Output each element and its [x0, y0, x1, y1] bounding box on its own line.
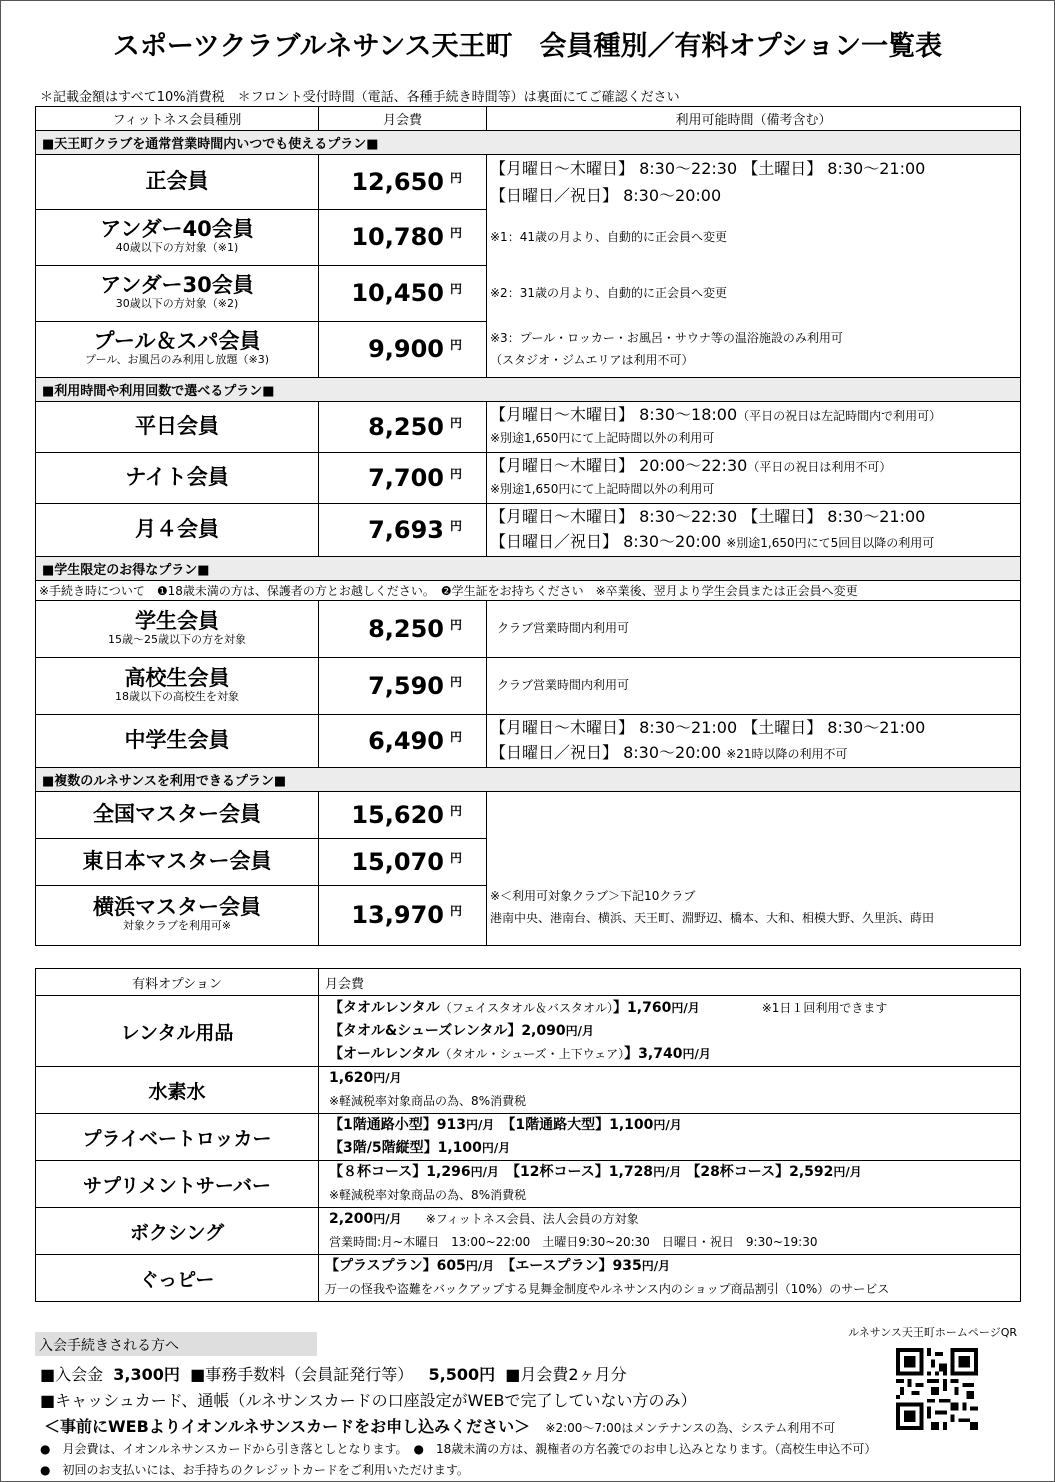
plan-name: 全国マスター会員 — [36, 791, 319, 838]
bring-items-line: ■キャッシュカード、通帳（ルネサンスカードの口座設定がWEBで完了していない方のみ） — [40, 1391, 697, 1410]
plan-price: 7,700 $^円$ — [319, 452, 487, 503]
plan-name: 中学生会員 — [36, 714, 319, 767]
options-header-name: 有料オプション — [36, 969, 319, 996]
option-info: 【プラスプラン】605円/月 【エースプラン】935円/月 万一の怪我や盗難をバックアップする見舞金制度やルネサンス内のショップ商品割引（10%）のサービス — [319, 1255, 1021, 1302]
plan-name: プール＆スパ会員 プール、お風呂のみ利用し放題（※3) — [36, 321, 319, 377]
option-info: 【タオルレンタル（フェイスタオル＆バスタオル）】1,760円/月 ※1日１回利用できます 【タオル&シューズレンタル】2,090円/月 【オールレンタル（タオル・シューズ・上下ウェア）】3,740円/月 — [319, 996, 1021, 1067]
master-clubs-info: ※＜利用可対象クラブ＞下記10クラブ 港南中央、港南台、横浜、天王町、淵野辺、橋本、大和、相模大野、久里浜、蒔田 — [487, 791, 1021, 945]
section-time-based: ■利用時間や利用回数で選べるプラン■ — [36, 377, 1021, 401]
table-row — [36, 1114, 1021, 1161]
table-row — [36, 1208, 1021, 1255]
option-name: レンタル用品 — [36, 996, 319, 1067]
plan-info: クラブ営業時間内利用可 — [487, 657, 1021, 714]
plan-name: 月４会員 — [36, 503, 319, 556]
plan-name: アンダー40会員 40歳以下の方対象（※1) — [36, 209, 319, 265]
plan-price: 7,590 $^円$ — [319, 657, 487, 714]
options-header-row — [36, 969, 1021, 996]
plan-price: 10,780 $^円$ — [319, 209, 487, 265]
table-row — [36, 791, 1021, 838]
table-row — [36, 1067, 1021, 1114]
plan-info: クラブ営業時間内利用可 — [487, 600, 1021, 657]
option-info: 2,200円/月 ※フィットネス会員、法人会員の方対象 営業時間:月~木曜日 13:00~22:00 土曜日9:30~20:30 日曜日・祝日 9:30~19:30 — [319, 1208, 1021, 1255]
plan-info: 【月曜日～木曜日】 8:30～22:30 【土曜日】 8:30～21:00 【日曜日／祝日】 8:30～20:00 ※別途1,650円にて5回目以降の利用可 — [487, 503, 1021, 556]
table-row — [36, 714, 1021, 767]
table-row — [36, 996, 1021, 1067]
table-row — [36, 155, 1021, 210]
table-row — [36, 209, 1021, 265]
header-type: フィットネス会員種別 — [36, 107, 319, 131]
option-name: 水素水 — [36, 1067, 319, 1114]
table-row — [36, 1161, 1021, 1208]
enrollment-bar: 入会手続きされる方へ — [35, 1332, 317, 1356]
table-row — [36, 657, 1021, 714]
plan-info: 【月曜日～木曜日】 8:30～21:00 【土曜日】 8:30～21:00 【日曜日／祝日】 8:30～20:00 ※21時以降の利用不可 — [487, 714, 1021, 767]
plan-info: 【月曜日～木曜日】 8:30～18:00（平日の祝日は左記時間内で利用可） ※別途1,650円にて上記時間以外の利用可 — [487, 401, 1021, 452]
table-row — [36, 401, 1021, 452]
table-row — [36, 265, 1021, 321]
qr-label: ルネサンス天王町ホームページQR — [848, 1326, 1017, 1339]
plan-price: 12,650 $^円$ — [319, 155, 487, 210]
option-name: サプリメントサーバー — [36, 1161, 319, 1208]
plan-info: ※1：41歳の月より、自動的に正会員へ変更 — [487, 209, 1021, 265]
option-name: プライベートロッカー — [36, 1114, 319, 1161]
table-row — [36, 321, 1021, 377]
web-apply-line: ＜事前にWEBよりイオンルネサンスカードをお申し込みください＞ ※2:00～7:00はメンテナンスの為、システム利用不可 — [44, 1417, 836, 1436]
plan-info: ※3：プール・ロッカー・お風呂・サウナ等の温浴施設のみ利用可 （スタジオ・ジムエリアは利用不可） — [487, 321, 1021, 377]
table-row — [36, 600, 1021, 657]
plan-price: 8,250 $^円$ — [319, 600, 487, 657]
option-name: ぐっピー — [36, 1255, 319, 1302]
membership-table — [35, 106, 1021, 946]
tax-note: ＊記載金額はすべて10%消費税 ＊フロント受付時間（電話、各種手続き時間等）は裏面にてご確認ください — [40, 90, 680, 105]
plan-price: 10,450 $^円$ — [319, 265, 487, 321]
plan-price: 8,250 $^円$ — [319, 401, 487, 452]
table-header-row — [36, 107, 1021, 131]
plan-info: 【月曜日～木曜日】 20:00～22:30（平日の祝日は利用不可） ※別途1,650円にて上記時間以外の利用可 — [487, 452, 1021, 503]
student-note: ※手続き時について ❶18歳未満の方は、保護者の方とお越しください。 ❷学生証をお持ちください ※卒業後、翌月より学生会員または正会員へ変更 — [36, 580, 1021, 600]
plan-price: 9,900 $^円$ — [319, 321, 487, 377]
plan-info: 【月曜日～木曜日】 8:30～22:30 【土曜日】 8:30～21:00 【日曜日／祝日】 8:30～20:00 — [487, 155, 1021, 210]
section-student: ■学生限定のお得なプラン■ — [36, 556, 1021, 580]
table-row — [36, 1255, 1021, 1302]
fee-line: ■入会金 3,300円 ■事務手数料（会員証発行等） 5,500円 ■月会費2ヶ月分 — [40, 1365, 627, 1384]
plan-name: 高校生会員 18歳以下の高校生を対象 — [36, 657, 319, 714]
options-header-fee: 月会費 — [319, 969, 1021, 996]
section-multi-club: ■複数のルネサンスを利用できるプラン■ — [36, 767, 1021, 791]
plan-name: 横浜マスター会員 対象クラブを利用可※ — [36, 885, 319, 945]
header-fee: 月会費 — [319, 107, 487, 131]
plan-name: アンダー30会員 30歳以下の方対象（※2) — [36, 265, 319, 321]
header-hours: 利用可能時間（備考含む） — [487, 107, 1021, 131]
plan-name: 東日本マスター会員 — [36, 838, 319, 885]
plan-price: 6,490 $^円$ — [319, 714, 487, 767]
option-name: ボクシング — [36, 1208, 319, 1255]
page-title: スポーツクラブルネサンス天王町 会員種別／有料オプション一覧表 — [112, 31, 943, 62]
plan-info: ※2：31歳の月より、自動的に正会員へ変更 — [487, 265, 1021, 321]
plan-price: 7,693 $^円$ — [319, 503, 487, 556]
table-row — [36, 503, 1021, 556]
plan-price: 15,070 $^円$ — [319, 838, 487, 885]
option-info: 【８杯コース】1,296円/月 【12杯コース】1,728円/月 【28杯コース】2,592円/月 ※軽減税率対象商品の為、8%消費税 — [319, 1161, 1021, 1208]
table-row — [36, 452, 1021, 503]
option-info: 【1階通路小型】913円/月 【1階通路大型】1,100円/月 【3階/5階縦型】1,100円/月 — [319, 1114, 1021, 1161]
plan-name: ナイト会員 — [36, 452, 319, 503]
payment-note: ● 月会費は、イオンルネサンスカードから引き落としとなります。 ● 18歳未満の方は、親権者の方名義でのお申し込みとなります。（高校生申込不可） — [40, 1442, 877, 1456]
plan-name: 学生会員 15歳～25歳以下の方を対象 — [36, 600, 319, 657]
plan-price: 15,620 $^円$ — [319, 791, 487, 838]
plan-name: 正会員 — [36, 155, 319, 210]
plan-name: 平日会員 — [36, 401, 319, 452]
credit-note: ● 初回のお支払いには、お手持ちのクレジットカードをご利用いただけます。 — [40, 1463, 469, 1477]
section-anytime: ■天王町クラブを通常営業時間内いつでも使えるプラン■ — [36, 131, 1021, 155]
qr-code-icon[interactable] — [896, 1348, 978, 1430]
options-table — [35, 968, 1021, 1302]
option-info: 1,620円/月 ※軽減税率対象商品の為、8%消費税 — [319, 1067, 1021, 1114]
plan-price: 13,970 $^円$ — [319, 885, 487, 945]
